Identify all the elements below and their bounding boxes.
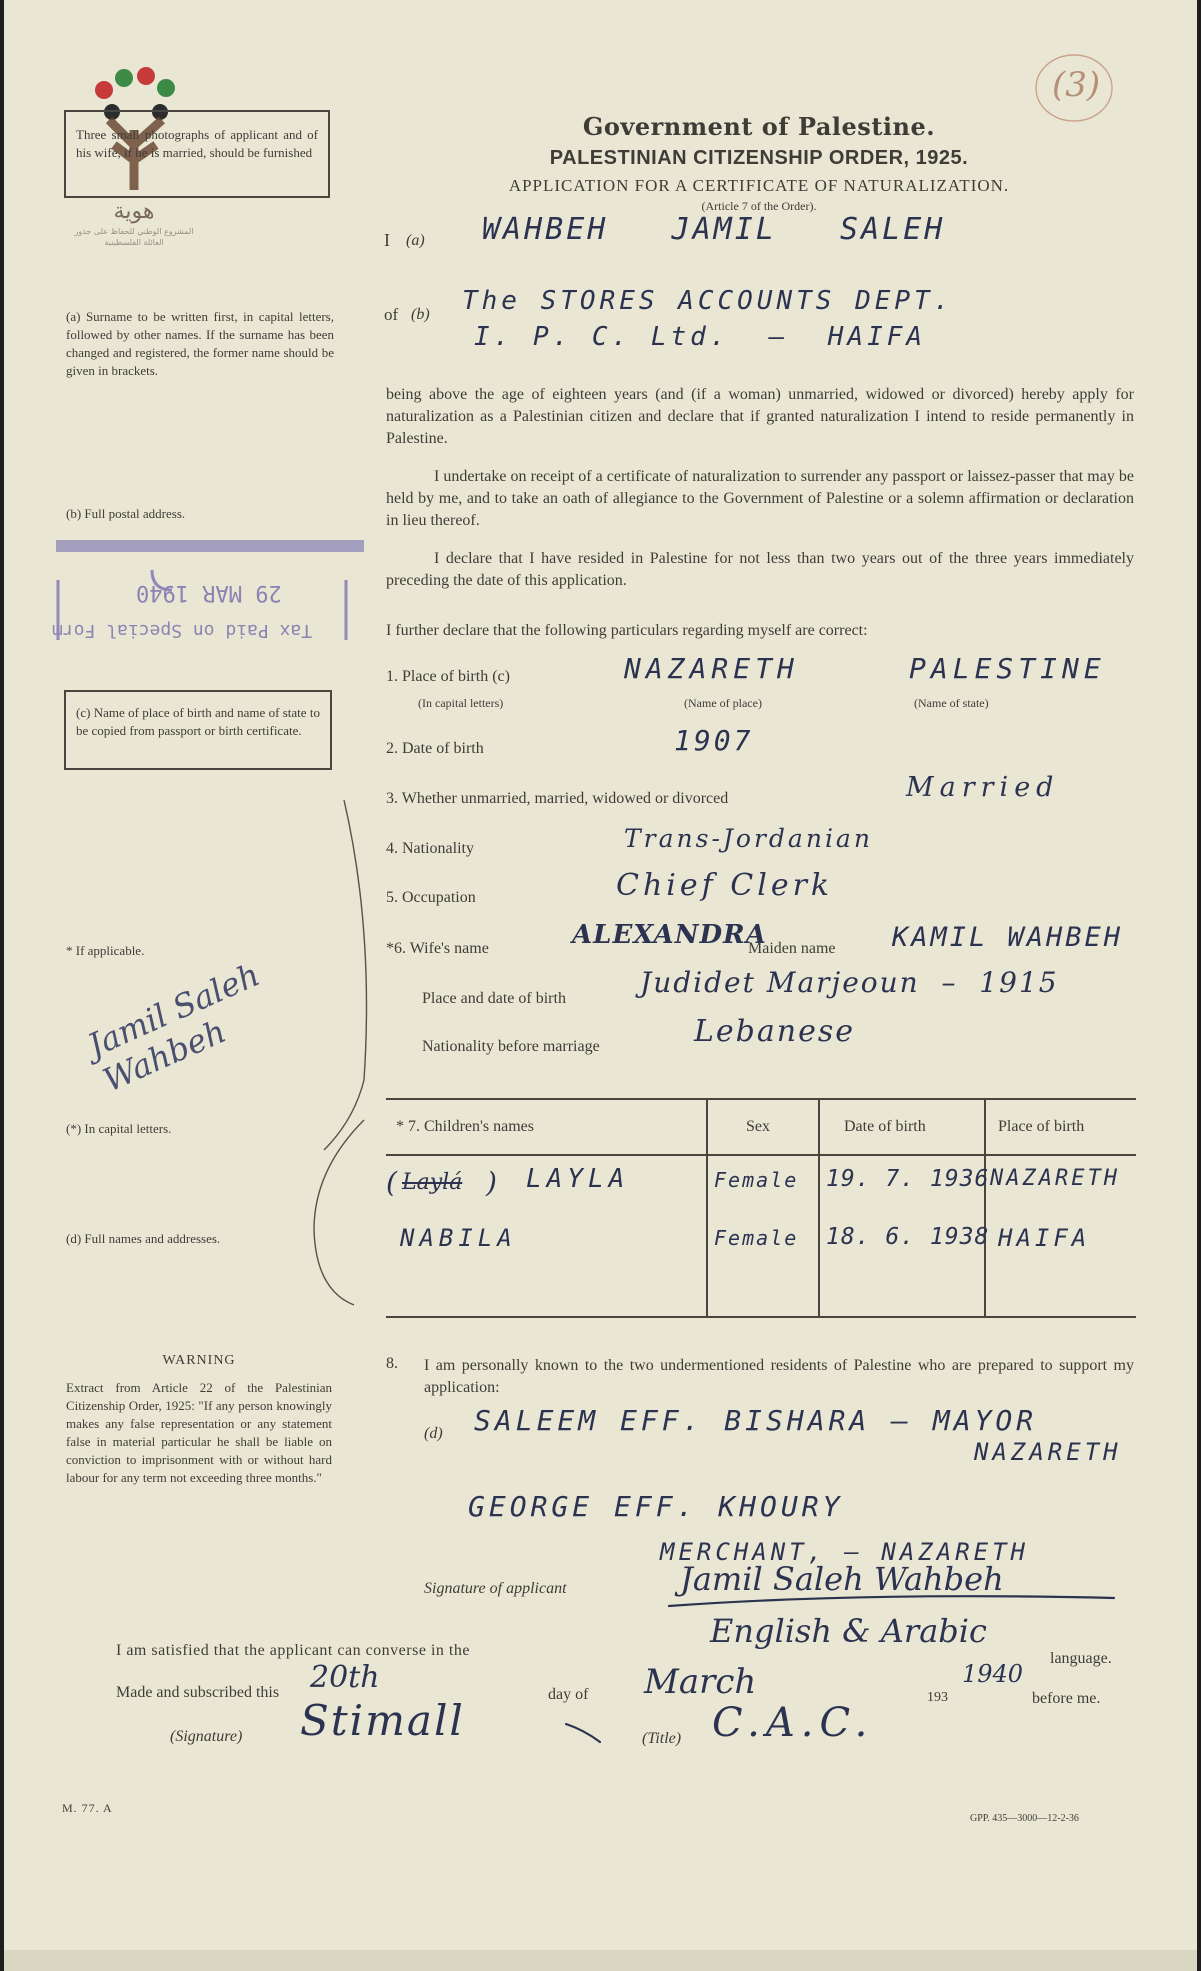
officer-title: C.A.C. (712, 1700, 874, 1746)
order-title: PALESTINIAN CITIZENSHIP ORDER, 1925. (549, 147, 969, 169)
i-label: I (384, 230, 390, 250)
warning-text: Extract from Article 22 of the Palestinian Citizenship Order, 1925: "If any person knowingly makes any false representation or any statement false in material particular he shall be liable on conviction to imprisonment with or without hard labour for any term not exceeding three months." (66, 1380, 332, 1485)
referee-1: SALEEM EFF. BISHARA – MAYOR (474, 1404, 1038, 1437)
q6-wife-value: ALEXANDRA (572, 920, 767, 950)
q1-state-value: PALESTINE (909, 652, 1106, 685)
q6-place-label: Place and date of birth (422, 990, 566, 1007)
undertaking-paragraph: I undertake on receipt of a certificate of naturalization to surrender any passport or laissez-passer that may be held by me, and to take an oath of allegiance to the Government of Palestine or a solemn affirmation or declaration in lieu thereof. (386, 468, 1134, 529)
q2-label: 2. Date of birth (386, 740, 484, 757)
stamp-frame-icon (52, 560, 352, 660)
child-dob: 18. 6. 1938 (826, 1224, 990, 1250)
q6-maiden-label: Maiden name (748, 940, 836, 957)
referee-1-city: NAZARETH (974, 1438, 1122, 1466)
header-sex: Sex (746, 1118, 770, 1135)
warning-title: WARNING (162, 1353, 236, 1368)
table-row (386, 1158, 1136, 1218)
table-header-rule (386, 1154, 1136, 1156)
q6-nat-value: Lebanese (694, 1014, 855, 1049)
referee-2-detail: MERCHANT, – NAZARETH (660, 1538, 1029, 1566)
b-mark: (b) (411, 306, 430, 323)
stamp-tax-line: Tax Paid on Special Form (52, 620, 313, 641)
year-print: 193 (927, 1690, 948, 1705)
q6-label: *6. Wife's name (386, 940, 489, 957)
child-dob: 19. 7. 1936 (826, 1166, 990, 1192)
table-top-rule (386, 1098, 1136, 1100)
address-line-1: The STORES ACCOUNTS DEPT. (462, 286, 954, 316)
q6-place-value: Judidet Marjeoun – 1915 (640, 966, 1059, 999)
child-sex: Female (714, 1168, 799, 1192)
birthplace-note: (c) Name of place of birth and name of state to be copied from passport or birth certificate. (76, 705, 320, 738)
day-value: 20th (310, 1660, 380, 1695)
q6-maiden-value: KAMIL WAHBEH (892, 922, 1124, 953)
stamp-bar (56, 540, 364, 552)
full-names-note: (d) Full names and addresses. (66, 1231, 221, 1246)
q3-value: Married (906, 772, 1060, 803)
q5-value: Chief Clerk (616, 868, 834, 903)
particulars-intro: I further declare that the following particulars regarding myself are correct: (386, 622, 868, 639)
article-reference: (Article 7 of the Order). (701, 199, 817, 213)
paper-bottom-edge (4, 1950, 1197, 1971)
corner-number: (3) (1052, 65, 1101, 105)
signature-label: (Signature) (170, 1728, 243, 1745)
header-children-names: * 7. Children's names (396, 1118, 534, 1135)
officer-signature: Stimall (300, 1696, 465, 1745)
q1-place-caption: (Name of place) (684, 696, 762, 710)
q6-nat-label: Nationality before marriage (422, 1038, 600, 1055)
day-of-text: day of (548, 1686, 589, 1703)
photo-instruction-text: Three small photographs of applicant and of his wife, if he is married, should be furnished (76, 127, 318, 160)
paren-open: ( (386, 1166, 397, 1199)
postal-address-note: (b) Full postal address. (66, 506, 186, 521)
applicable-note: * If applicable. (66, 943, 145, 958)
children-table (386, 1098, 1136, 1318)
stamp-date: 29 MAR 1940 (136, 580, 282, 605)
d-mark: (d) (424, 1425, 443, 1442)
photo-instruction-box (64, 110, 330, 198)
q1-caps-caption: (In capital letters) (418, 696, 504, 710)
child-pob: HAIFA (998, 1224, 1091, 1252)
year-value: 1940 (962, 1660, 1024, 1688)
child-sex: Female (714, 1226, 799, 1250)
language-word: language. (1050, 1650, 1112, 1667)
made-subscribed-text: Made and subscribed this (116, 1684, 280, 1701)
address-line-2: I. P. C. Ltd. – HAIFA (474, 322, 927, 352)
referee-2: GEORGE EFF. KHOURY (468, 1490, 844, 1523)
applicant-signature: Jamil Saleh Wahbeh (680, 1560, 1004, 1598)
warning-block (66, 1353, 332, 1487)
government-title: Government of Palestine. (582, 112, 936, 141)
q8-text: I am personally known to the two undermentioned residents of Palestine who are prepared to support my application: (424, 1357, 1134, 1396)
header-block (379, 112, 1139, 214)
logo-subtitle: المشروع الوطني للحفاظ على جذور العائلة الفلسطينية (74, 227, 194, 247)
before-me-text: before me. (1032, 1690, 1101, 1707)
child-name: LAYLA (526, 1164, 630, 1194)
q1-state-caption: (Name of state) (914, 696, 989, 710)
applicant-signature-label: Signature of applicant (424, 1580, 567, 1597)
signature-tail-icon (564, 1716, 604, 1746)
q8-label: 8. (386, 1355, 398, 1372)
print-code: GPP. 435—3000—12-2-36 (970, 1813, 1079, 1824)
eligibility-paragraph: being above the age of eighteen years (and (if a woman) unmarried, widowed or divorced) hereby apply for naturalization as a Palestinian citizen and declare that if granted naturalization I intend to reside permanently in Palestine. (386, 386, 1134, 447)
margin-bracket-lines (254, 790, 394, 1310)
language-value: English & Arabic (710, 1612, 987, 1650)
residence-paragraph: I declare that I have resided in Palestine for not less than two years out of the three years immediately preceding the date of this application. (386, 550, 1134, 589)
month-value: March (644, 1662, 757, 1702)
document-page (4, 0, 1197, 1971)
header-place-of-birth: Place of birth (998, 1118, 1085, 1135)
q1-place-value: NAZARETH (624, 652, 799, 685)
capital-letters-note: (*) In capital letters. (66, 1121, 172, 1136)
application-title: APPLICATION FOR A CERTIFICATE OF NATURALIZATION. (508, 176, 1010, 195)
date-stamp (52, 560, 352, 660)
table-row (386, 1218, 1136, 1278)
table-bottom-rule (386, 1316, 1136, 1318)
q3-label: 3. Whether unmarried, married, widowed or divorced (386, 790, 729, 807)
q5-label: 5. Occupation (386, 889, 476, 906)
q4-value: Trans-Jordanian (624, 824, 873, 853)
q4-label: 4. Nationality (386, 840, 474, 857)
q2-value: 1907 (674, 724, 754, 757)
header-date-of-birth: Date of birth (844, 1118, 926, 1135)
surname-note: (a) Surname to be written first, in capital letters, followed by other names. If the surname has been changed and registered, the former name should be given in brackets. (66, 309, 334, 378)
a-mark: (a) (406, 232, 425, 249)
logo-lettering: هوية (113, 199, 155, 224)
child-pob: NAZARETH (990, 1166, 1120, 1191)
paren-close: ) (486, 1166, 497, 1199)
of-label: of (384, 305, 399, 324)
margin-signature: Jamil Saleh Wahbeh (82, 955, 266, 1100)
title-label: (Title) (642, 1730, 682, 1747)
q1-label: 1. Place of birth (c) (386, 668, 510, 685)
satisfied-text: I am satisfied that the applicant can converse in the (116, 1642, 470, 1659)
child-name-struck: Laylá (402, 1170, 463, 1195)
applicant-name: WAHBEH JAMIL SALEH (482, 212, 946, 247)
form-code: M. 77. A (62, 1801, 113, 1815)
birthplace-note-box (64, 690, 332, 770)
child-name: NABILA (400, 1224, 517, 1252)
